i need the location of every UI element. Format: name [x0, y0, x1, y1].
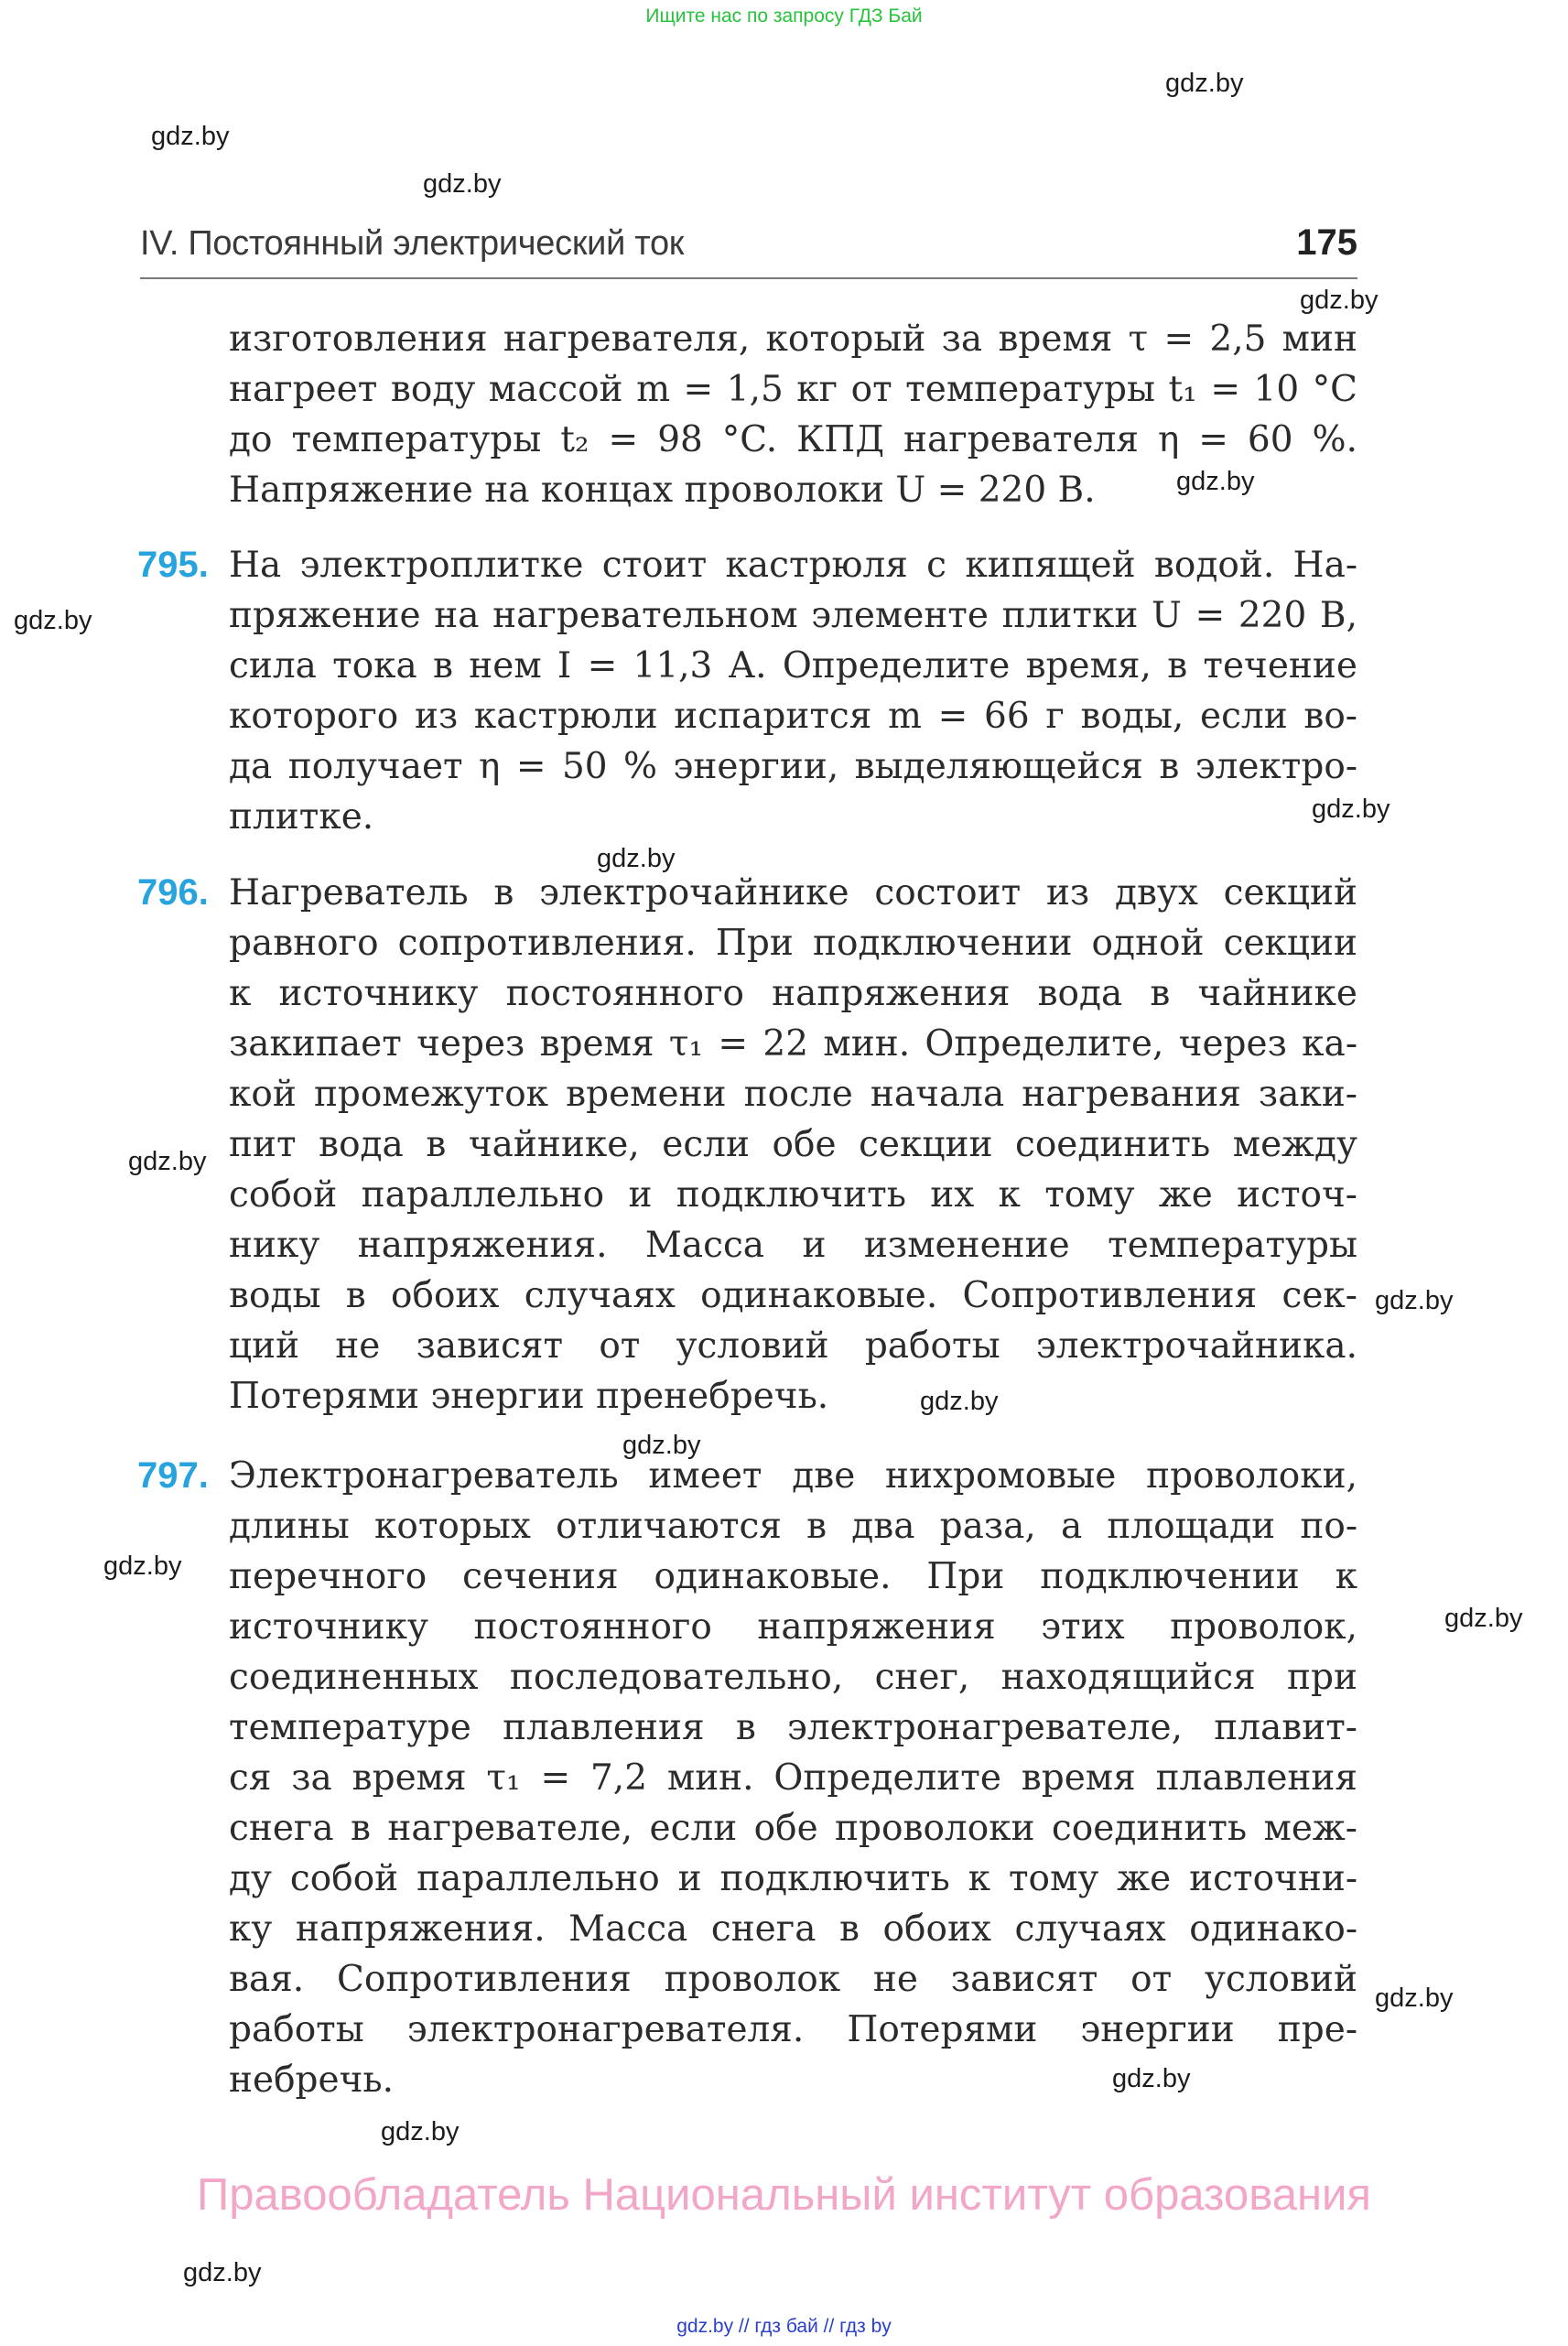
- page-number: 175: [1296, 222, 1357, 263]
- text-line: сила тока в нем I = 11,3 А. Определите время, в течение: [229, 645, 1357, 687]
- text-line: да получает η = 50 % энергии, выделяющейся в электро-: [229, 746, 1357, 787]
- text-line: изготовления нагревателя, который за время τ = 2,5 мин: [229, 319, 1357, 360]
- watermark: gdz.by: [183, 2258, 262, 2287]
- copyright-notice: Правообладатель Национальный институт образования: [197, 2170, 1371, 2220]
- text-line: температуре плавления в электронагревателе, плавит-: [229, 1707, 1357, 1748]
- problem-number: 795.: [137, 545, 209, 585]
- text-line: плитке.: [229, 796, 374, 838]
- header-divider: [140, 277, 1357, 279]
- text-line: Электронагреватель имеет две нихромовые проволоки,: [229, 1455, 1357, 1497]
- watermark: gdz.by: [423, 169, 502, 199]
- text-line: На электроплитке стоит кастрюля с кипящей водой. На-: [229, 545, 1357, 586]
- text-line: Нагреватель в электрочайнике состоит из двух секций: [229, 872, 1357, 914]
- watermark: gdz.by: [920, 1387, 999, 1416]
- text-line: источнику постоянного напряжения этих проволок,: [229, 1606, 1357, 1648]
- section-title: IV. Постоянный электрический ток: [140, 224, 685, 263]
- top-banner: Ищите нас по запросу ГДЗ Бай: [645, 5, 923, 27]
- text-line: собой параллельно и подключить их к тому же источ-: [229, 1174, 1357, 1216]
- text-line: до температуры t₂ = 98 °C. КПД нагревателя η = 60 %.: [229, 419, 1357, 460]
- text-line: нагреет воду массой m = 1,5 кг от температуры t₁ = 10 °C: [229, 369, 1357, 410]
- watermark: gdz.by: [1165, 69, 1244, 98]
- text-line: вая. Сопротивления проволок не зависят от условий: [229, 1959, 1357, 2000]
- watermark: gdz.by: [1300, 286, 1379, 315]
- watermark: gdz.by: [1444, 1604, 1523, 1633]
- text-line: ду собой параллельно и подключить к тому же источни-: [229, 1858, 1357, 1899]
- watermark: gdz.by: [622, 1431, 701, 1460]
- text-line: ку напряжения. Масса снега в обоих случаях одинако-: [229, 1908, 1357, 1950]
- watermark: gdz.by: [1375, 1286, 1454, 1315]
- text-line: снега в нагревателе, если обе проволоки соединить меж-: [229, 1808, 1357, 1849]
- text-line: небречь.: [229, 2060, 395, 2101]
- text-line: закипает через время τ₁ = 22 мин. Определите, через ка-: [229, 1023, 1357, 1065]
- watermark: gdz.by: [1112, 2064, 1191, 2093]
- text-line: соединенных последовательно, снег, находящийся при: [229, 1657, 1357, 1698]
- watermark: gdz.by: [14, 606, 92, 635]
- text-line: нику напряжения. Масса и изменение температуры: [229, 1225, 1357, 1266]
- watermark: gdz.by: [151, 122, 230, 151]
- watermark: gdz.by: [1375, 1984, 1454, 2013]
- text-line: Напряжение на концах проволоки U = 220 В.: [229, 470, 1096, 511]
- watermark: gdz.by: [1312, 795, 1390, 824]
- text-line: ций не зависят от условий работы электрочайника.: [229, 1325, 1357, 1367]
- watermark: gdz.by: [128, 1147, 207, 1176]
- watermark: gdz.by: [103, 1551, 182, 1581]
- watermark: gdz.by: [597, 844, 676, 873]
- text-line: которого из кастрюли испарится m = 66 г воды, если во-: [229, 696, 1357, 737]
- text-line: Потерями энергии пренебречь.: [229, 1376, 829, 1417]
- text-line: ся за время τ₁ = 7,2 мин. Определите время плавления: [229, 1757, 1357, 1799]
- text-line: к источнику постоянного напряжения вода в чайнике: [229, 973, 1357, 1014]
- bottom-links[interactable]: gdz.by // гдз бай // гдз by: [676, 2316, 892, 2337]
- text-line: работы электронагревателя. Потерями энергии пре-: [229, 2009, 1357, 2050]
- text-line: кой промежуток времени после начала нагревания заки-: [229, 1074, 1357, 1115]
- watermark: gdz.by: [1176, 467, 1255, 496]
- problem-number: 797.: [137, 1455, 209, 1496]
- text-line: равного сопротивления. При подключении одной секции: [229, 923, 1357, 964]
- text-line: пряжение на нагревательном элементе плитки U = 220 В,: [229, 595, 1357, 636]
- text-line: перечного сечения одинаковые. При подключении к: [229, 1556, 1357, 1597]
- text-line: длины которых отличаются в два раза, а площади по-: [229, 1506, 1357, 1547]
- text-line: воды в обоих случаях одинаковые. Сопротивления сек-: [229, 1275, 1357, 1316]
- problem-number: 796.: [137, 872, 209, 913]
- text-line: пит вода в чайнике, если обе секции соединить между: [229, 1124, 1357, 1165]
- watermark: gdz.by: [381, 2117, 460, 2146]
